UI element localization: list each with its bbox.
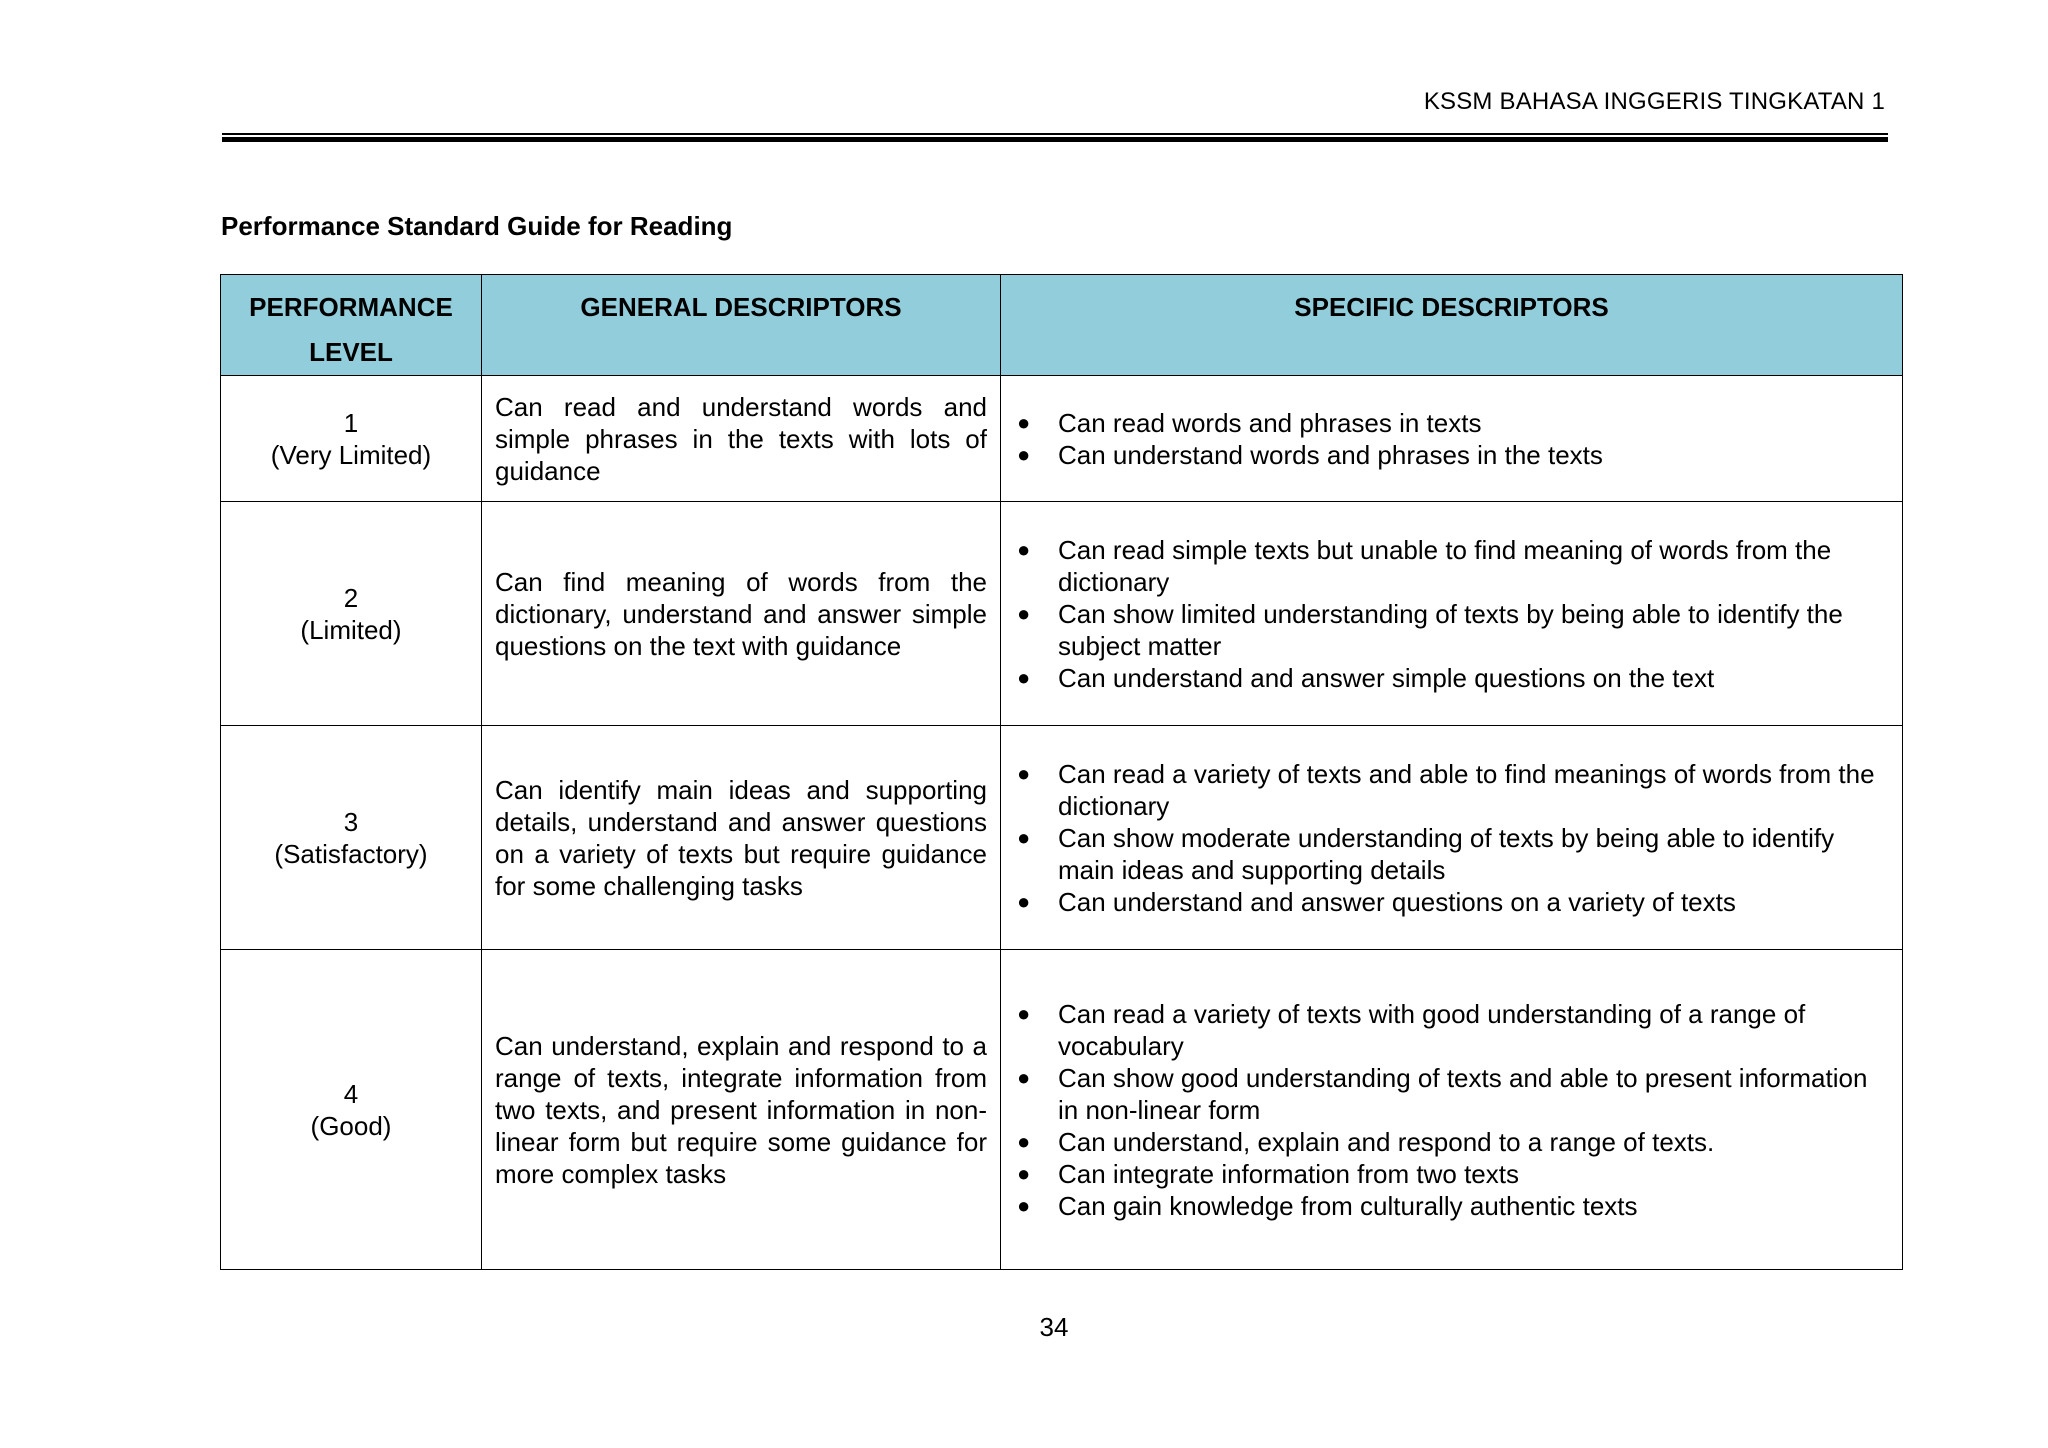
specific-descriptor-cell <box>1001 726 1903 950</box>
level-label: (Satisfactory) <box>274 838 428 869</box>
level-number: 2 <box>343 582 359 613</box>
list-item: ● Can understand and answer questions on a variety of texts <box>1017 886 1736 917</box>
list-item: ● Can gain knowledge from culturally authentic texts <box>1017 1190 1638 1221</box>
list-item: ● Can understand words and phrases in the texts <box>1017 439 1603 470</box>
table-row <box>221 726 1903 950</box>
list-item: ● Can show good understanding of texts and able to present information in non-linear form <box>1017 1062 1868 1125</box>
level-cell <box>221 950 482 1270</box>
bullet-icon: ● <box>1017 1000 1031 1026</box>
level-number: 4 <box>343 1078 359 1109</box>
table-row <box>221 950 1903 1270</box>
list-item: ● Can understand and answer simple questions on the text <box>1017 662 1715 693</box>
list-item: ● Can integrate information from two texts <box>1017 1158 1519 1189</box>
bullet-icon: ● <box>1017 1160 1031 1186</box>
bullet-icon: ● <box>1017 760 1031 786</box>
specific-descriptor-list <box>1001 407 1902 471</box>
specific-descriptor-list <box>1001 758 1902 918</box>
list-item: ● Can show moderate understanding of texts by being able to identify main ideas and supporting details <box>1017 822 1835 885</box>
document-header: KSSM BAHASA INGGERIS TINGKATAN 1 <box>1423 88 1885 115</box>
section-title: Performance Standard Guide for Reading <box>221 211 733 241</box>
specific-descriptor-cell <box>1001 502 1903 726</box>
level-label: (Good) <box>310 1110 392 1141</box>
table-header-row <box>221 275 1903 376</box>
general-descriptor: Can identify main ideas and supporting details, understand and answer questions on a variety of texts but require guidance for some challenging tasks <box>482 726 1001 950</box>
general-descriptor: Can read and understand words and simple phrases in the texts with lots of guidance <box>482 376 1001 502</box>
list-item: ● Can show limited understanding of texts by being able to identify the subject matter <box>1017 598 1843 661</box>
level-label: (Limited) <box>300 614 402 645</box>
bullet-icon: ● <box>1017 824 1031 850</box>
general-descriptor: Can understand, explain and respond to a range of texts, integrate information from two texts, and present information in non-linear form but require some guidance for more complex tasks <box>482 950 1001 1270</box>
list-item: ● Can read words and phrases in texts <box>1017 407 1482 438</box>
bullet-icon: ● <box>1017 888 1031 914</box>
general-descriptor: Can find meaning of words from the dictionary, understand and answer simple questions on the text with guidance <box>482 502 1001 726</box>
bullet-icon: ● <box>1017 1128 1031 1154</box>
level-cell <box>221 376 482 502</box>
header-rule <box>222 133 1888 143</box>
header-rule-thick <box>222 137 1888 142</box>
list-item: ● Can read a variety of texts and able to find meanings of words from the dictionary <box>1017 758 1875 821</box>
specific-descriptor-list <box>1001 534 1902 694</box>
bullet-icon: ● <box>1017 1064 1031 1090</box>
level-number: 1 <box>343 407 359 438</box>
header-rule-thin <box>222 133 1888 135</box>
performance-standard-table <box>220 274 1903 1270</box>
column-header-performance-level: PERFORMANCE LEVEL <box>221 275 482 376</box>
bullet-icon: ● <box>1017 664 1031 690</box>
bullet-icon: ● <box>1017 600 1031 626</box>
bullet-icon: ● <box>1017 441 1031 467</box>
level-label: (Very Limited) <box>270 439 432 470</box>
bullet-icon: ● <box>1017 536 1031 562</box>
specific-descriptor-list <box>1001 998 1902 1222</box>
list-item: ● Can read simple texts but unable to find meaning of words from the dictionary <box>1017 534 1832 597</box>
table-row <box>221 502 1903 726</box>
column-header-specific-descriptors: SPECIFIC DESCRIPTORS <box>1001 275 1903 376</box>
bullet-icon: ● <box>1017 1192 1031 1218</box>
list-item: ● Can read a variety of texts with good understanding of a range of vocabulary <box>1017 998 1806 1061</box>
specific-descriptor-cell <box>1001 950 1903 1270</box>
table-row <box>221 376 1903 502</box>
page-number: 34 <box>1039 1312 1069 1342</box>
level-cell <box>221 726 482 950</box>
list-item: ● Can understand, explain and respond to a range of texts. <box>1017 1126 1715 1157</box>
specific-descriptor-cell <box>1001 376 1903 502</box>
level-cell <box>221 502 482 726</box>
column-header-general-descriptors: GENERAL DESCRIPTORS <box>482 275 1001 376</box>
bullet-icon: ● <box>1017 409 1031 435</box>
level-number: 3 <box>343 806 359 837</box>
